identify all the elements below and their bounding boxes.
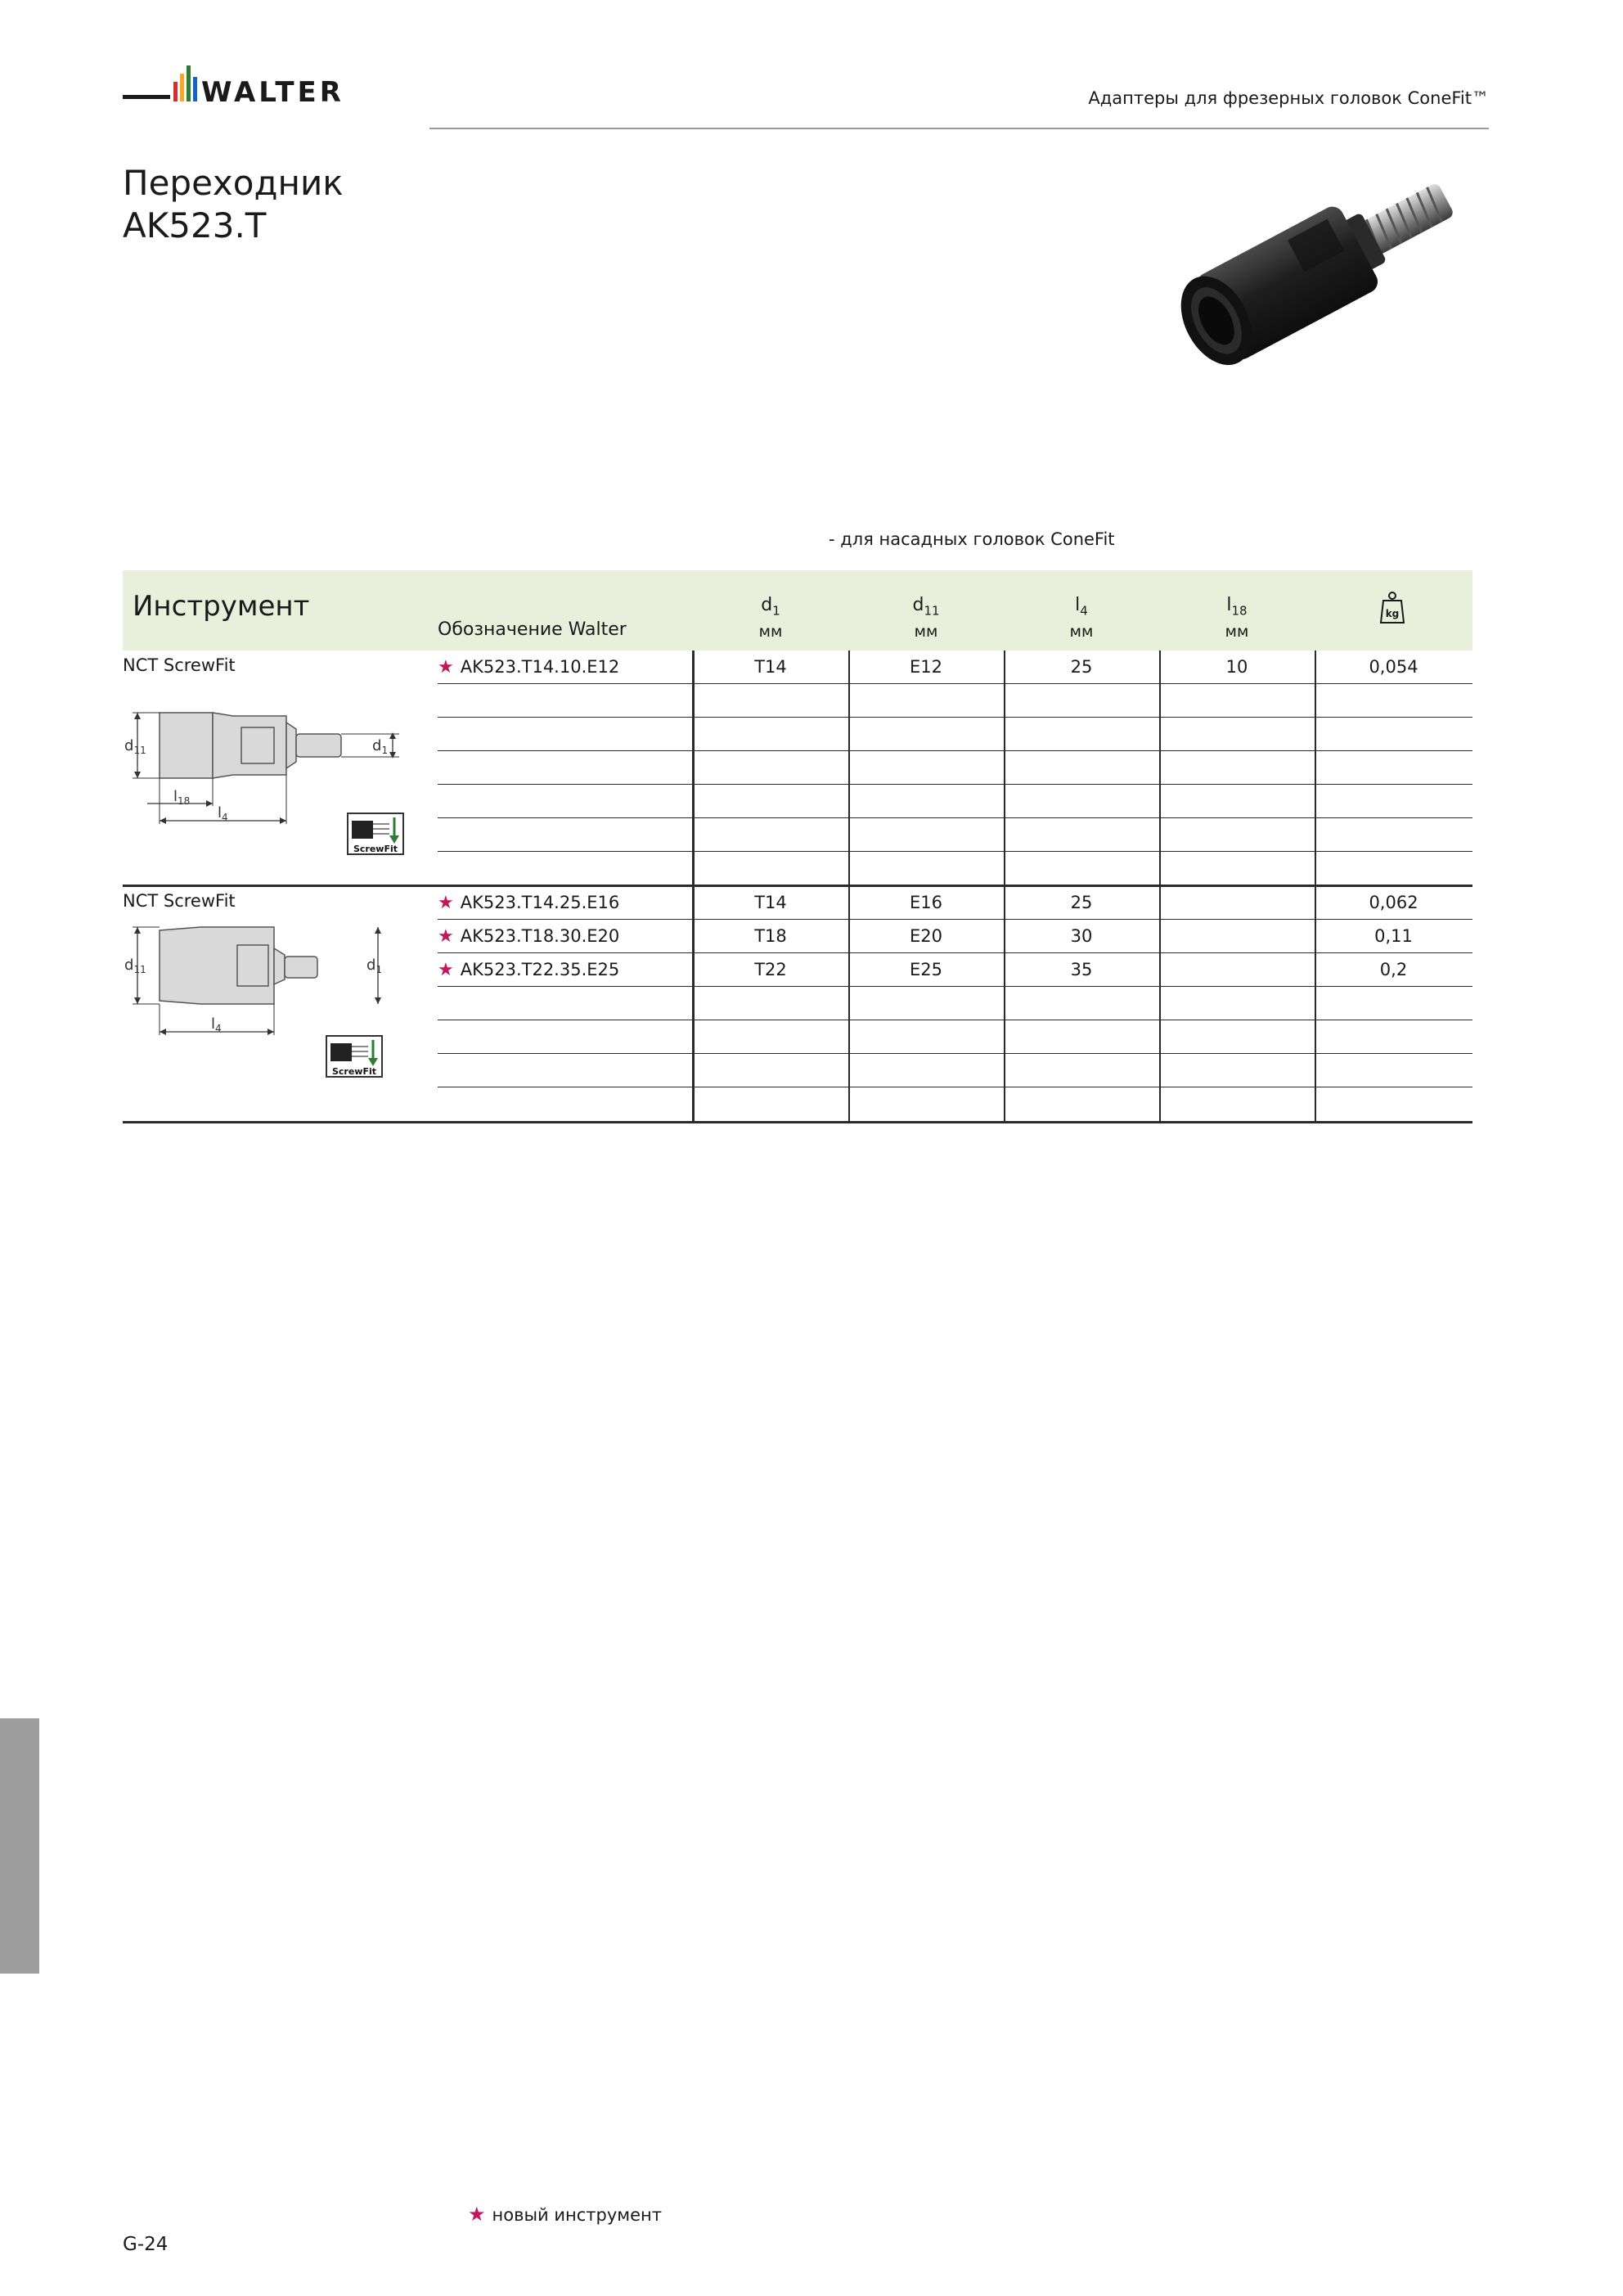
walter-logo	[123, 59, 401, 116]
column-divider	[1159, 886, 1161, 1122]
column-divider	[1004, 651, 1005, 885]
column-header-d11: $d_{11}$ мм	[912, 595, 940, 642]
table-row-empty	[438, 1054, 1472, 1087]
d1-cell: T14	[754, 657, 787, 677]
table-row-empty	[438, 818, 1472, 852]
new-tool-star-icon: ★	[468, 2203, 486, 2226]
designation-column-header: Обозначение Walter	[438, 619, 627, 640]
group-1-label: NCT ScrewFit	[123, 655, 236, 675]
page-title-line2: AK523.T	[123, 205, 267, 245]
svg-text:ScrewFit: ScrewFit	[353, 844, 398, 854]
header-divider	[429, 128, 1489, 129]
table-row	[438, 886, 1472, 920]
svg-text:kg: kg	[1385, 608, 1400, 619]
d1-cell: T14	[754, 893, 787, 912]
l18-cell: 10	[1225, 657, 1248, 677]
column-divider	[692, 651, 695, 885]
product-photo	[1133, 155, 1501, 401]
l18-cell	[1159, 886, 1315, 920]
column-header-l4: $l_4$ мм	[1069, 595, 1094, 642]
column-divider	[1315, 886, 1316, 1122]
l4-cell: 30	[1070, 926, 1093, 946]
column-divider	[1315, 651, 1316, 885]
svg-text:d1: $d_1$	[366, 957, 383, 975]
designation-cell: ★ AK523.T18.30.E20	[438, 926, 620, 947]
d11-cell: E12	[910, 657, 942, 677]
group-2-dimension-drawing	[123, 921, 393, 1043]
l4-cell: 35	[1070, 960, 1093, 979]
svg-text:d1: $d_1$	[372, 737, 389, 756]
chapter-side-tab	[0, 1718, 39, 1974]
table-row	[438, 953, 1472, 987]
weight-cell: 0,2	[1379, 960, 1408, 979]
group-2-screwfit-icon	[326, 1035, 383, 1078]
column-header-d1: $d_1$ мм	[758, 595, 783, 642]
group-1-screwfit-icon	[347, 813, 404, 855]
svg-text:l18: $l_{18}$	[173, 788, 191, 807]
page-title	[123, 162, 344, 247]
column-divider	[692, 886, 695, 1122]
table-row-empty	[438, 718, 1472, 751]
table-row	[438, 920, 1472, 953]
footnote: ★ новый инструмент	[468, 2203, 663, 2226]
column-divider	[848, 886, 850, 1122]
svg-text:l4: $l_4$	[218, 804, 228, 823]
weight-cell: 0,11	[1374, 926, 1413, 946]
d11-cell: E20	[910, 926, 942, 946]
brand-wordmark: WALTER	[201, 76, 344, 109]
tool-column-header: Инструмент	[133, 590, 310, 623]
l18-cell	[1159, 953, 1315, 987]
d1-cell: T18	[754, 926, 787, 946]
table-row	[438, 651, 1472, 684]
l4-cell: 25	[1070, 657, 1093, 677]
new-tool-star-icon: ★	[438, 960, 454, 980]
svg-text:d11: $d_{11}$	[124, 737, 146, 756]
group-2-label: NCT ScrewFit	[123, 891, 236, 911]
d1-cell: T22	[754, 960, 787, 979]
svg-text:l4: $l_4$	[211, 1015, 222, 1034]
table-row-empty	[438, 785, 1472, 818]
weight-kg-icon	[1378, 590, 1406, 624]
new-tool-star-icon: ★	[438, 893, 454, 913]
d11-cell: E25	[910, 960, 942, 979]
d11-cell: E16	[910, 893, 942, 912]
page-title-line1: Переходник	[123, 163, 344, 203]
svg-text:d11: $d_{11}$	[124, 957, 146, 975]
designation-cell: ★ AK523.T22.35.E25	[438, 960, 620, 980]
table-row-empty	[438, 751, 1472, 785]
new-tool-star-icon: ★	[438, 657, 454, 678]
table-row-empty	[438, 987, 1472, 1020]
page-number: G-24	[123, 2234, 169, 2255]
column-header-l18: $l_{18}$ мм	[1225, 595, 1249, 642]
header-title: Адаптеры для фрезерных головок ConeFit™	[1088, 88, 1489, 108]
weight-cell: 0,062	[1369, 893, 1418, 912]
table-row-empty	[438, 684, 1472, 718]
table-bottom-rule	[123, 1121, 1472, 1123]
designation-cell: ★ AK523.T14.10.E12	[438, 657, 620, 678]
column-divider	[1159, 651, 1161, 885]
table-group-1	[123, 651, 1472, 889]
table-row-empty	[438, 1020, 1472, 1054]
l4-cell: 25	[1070, 893, 1093, 912]
new-tool-star-icon: ★	[438, 926, 454, 947]
l18-cell	[1159, 920, 1315, 953]
table-group-2	[123, 886, 1472, 1123]
column-divider	[1004, 886, 1005, 1122]
designation-cell: ★ AK523.T14.25.E16	[438, 893, 620, 913]
weight-cell: 0,054	[1369, 657, 1418, 677]
column-divider	[848, 651, 850, 885]
svg-text:ScrewFit: ScrewFit	[331, 1066, 377, 1077]
table-subtitle: - для насадных головок ConeFit	[829, 529, 1115, 549]
